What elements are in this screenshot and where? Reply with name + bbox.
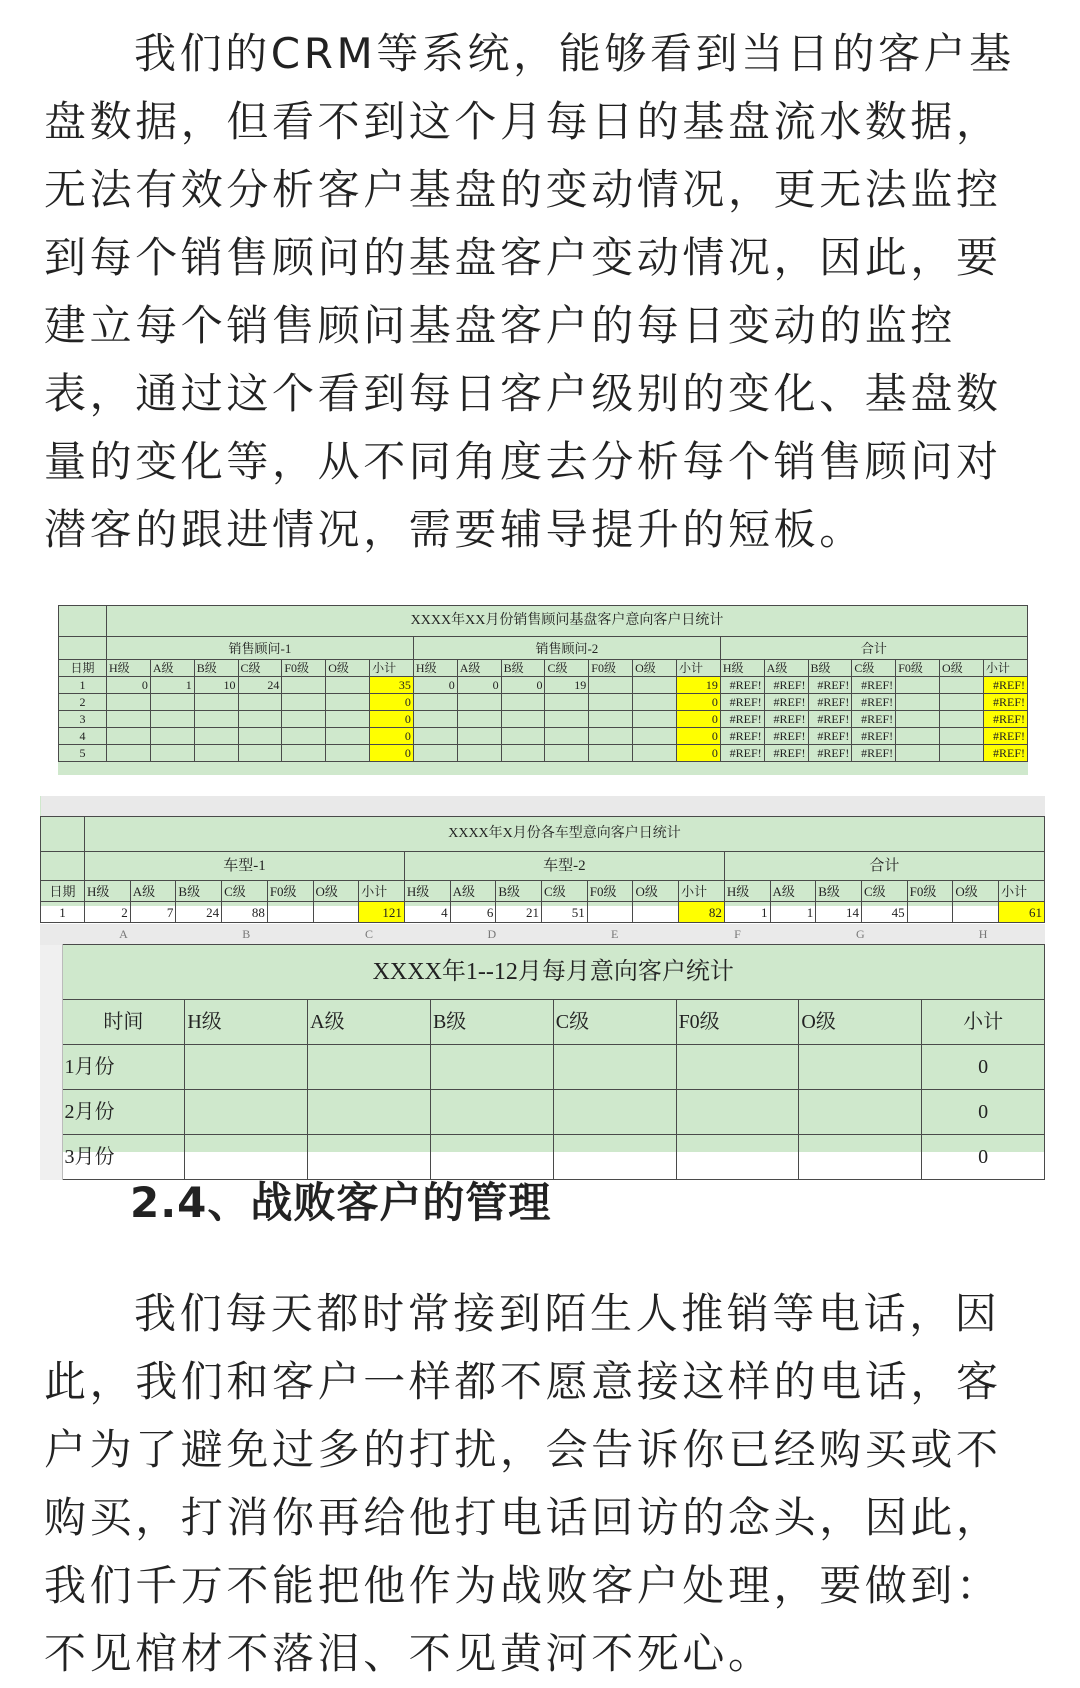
sheet-title: XXXX年1--12月每月意向客户统计 <box>62 945 1045 1000</box>
level-header: F0级 <box>589 660 633 677</box>
row-header <box>40 1000 62 1045</box>
data-cell <box>501 728 545 745</box>
data-cell <box>896 677 940 694</box>
empty-cell <box>308 1045 431 1090</box>
data-cell <box>107 745 151 762</box>
data-cell <box>940 694 984 711</box>
date-cell: 4 <box>59 728 107 745</box>
table-row <box>59 694 1028 711</box>
data-cell <box>457 694 501 711</box>
data-cell <box>907 902 953 923</box>
month-cell: 3月份 <box>62 1135 185 1180</box>
date-cell: 5 <box>59 745 107 762</box>
column-letter: A <box>62 924 185 945</box>
data-cell: 0 <box>676 711 720 728</box>
data-cell: 2 <box>85 902 131 923</box>
data-cell: #REF! <box>983 677 1027 694</box>
data-cell <box>457 745 501 762</box>
data-cell: #REF! <box>852 728 896 745</box>
level-header: H级 <box>724 881 770 902</box>
data-cell: #REF! <box>983 694 1027 711</box>
column-header: C级 <box>553 1000 676 1045</box>
level-header: F0级 <box>907 881 953 902</box>
level-header: A级 <box>130 881 176 902</box>
data-cell <box>150 694 194 711</box>
level-header: H级 <box>404 881 450 902</box>
column-letter: D <box>430 924 553 945</box>
column-header: 小计 <box>922 1000 1045 1045</box>
data-cell <box>501 711 545 728</box>
data-cell: #REF! <box>983 745 1027 762</box>
group-header-model-1: 车型-1 <box>85 852 405 881</box>
data-cell: 0 <box>501 677 545 694</box>
empty-cell <box>799 1045 922 1090</box>
level-header: O级 <box>326 660 370 677</box>
table-row <box>59 745 1028 762</box>
data-cell: 35 <box>370 677 414 694</box>
level-header: H级 <box>107 660 151 677</box>
level-header: O级 <box>633 660 677 677</box>
level-header: C级 <box>222 881 268 902</box>
group-header-consultant-2: 销售顾问-2 <box>413 637 720 660</box>
column-letter: E <box>553 924 676 945</box>
corner-cell <box>41 852 85 881</box>
data-cell <box>413 745 457 762</box>
level-header: 小计 <box>370 660 414 677</box>
column-letter: B <box>185 924 308 945</box>
corner-cell <box>41 817 85 852</box>
data-cell <box>194 711 238 728</box>
data-cell <box>282 745 326 762</box>
data-cell <box>326 677 370 694</box>
data-cell: #REF! <box>983 711 1027 728</box>
empty-cell <box>676 1135 799 1180</box>
column-header: B级 <box>430 1000 553 1045</box>
data-cell <box>896 728 940 745</box>
level-header: B级 <box>808 660 852 677</box>
table-row <box>59 728 1028 745</box>
empty-cell <box>553 1090 676 1135</box>
data-cell <box>282 694 326 711</box>
data-cell: #REF! <box>852 745 896 762</box>
data-cell <box>282 711 326 728</box>
column-letter: H <box>922 924 1045 945</box>
total-cell: 0 <box>922 1135 1045 1180</box>
column-header: O级 <box>799 1000 922 1045</box>
data-cell: #REF! <box>720 711 764 728</box>
level-header: A级 <box>150 660 194 677</box>
data-cell <box>589 711 633 728</box>
empty-cell <box>430 1090 553 1135</box>
data-cell: 6 <box>450 902 496 923</box>
data-cell: #REF! <box>720 694 764 711</box>
level-header: O级 <box>313 881 359 902</box>
level-header: O级 <box>940 660 984 677</box>
data-cell: #REF! <box>808 677 852 694</box>
data-cell <box>589 677 633 694</box>
sheet-title: XXXX年X月份各车型意向客户日统计 <box>85 817 1045 852</box>
level-header: H级 <box>413 660 457 677</box>
level-header: 小计 <box>676 660 720 677</box>
column-letter: F <box>676 924 799 945</box>
level-header: A级 <box>770 881 816 902</box>
data-cell: 51 <box>542 902 588 923</box>
level-header: B级 <box>176 881 222 902</box>
data-cell: 0 <box>676 728 720 745</box>
row-header <box>40 945 62 1000</box>
monthly-stats-table <box>40 924 1045 1180</box>
data-cell <box>940 745 984 762</box>
column-header: F0级 <box>676 1000 799 1045</box>
body-paragraph: 我们每天都时常接到陌生人推销等电话，因此，我们和客户一样都不愿意接这样的电话，客户为了避免过多的打扰，会告诉你已经购买或不购买，打消你再给他打电话回访的念头，因此，我们千万不能把他作为战败客户处理，要做到：不见棺材不落泪、不见黄河不死心。 <box>44 1289 1002 1678</box>
data-cell: #REF! <box>764 728 808 745</box>
month-cell: 1月份 <box>62 1045 185 1090</box>
empty-cell <box>799 1090 922 1135</box>
date-cell: 1 <box>41 902 85 923</box>
data-cell: 24 <box>238 677 282 694</box>
date-header: 日期 <box>41 881 85 902</box>
level-header: O级 <box>953 881 999 902</box>
data-cell <box>633 902 679 923</box>
level-header: C级 <box>852 660 896 677</box>
data-cell: #REF! <box>808 728 852 745</box>
group-header-model-2: 车型-2 <box>404 852 724 881</box>
table-row <box>59 677 1028 694</box>
data-cell: #REF! <box>852 711 896 728</box>
level-header: 小计 <box>999 881 1045 902</box>
data-cell: #REF! <box>764 711 808 728</box>
data-cell <box>545 728 589 745</box>
data-cell: 0 <box>457 677 501 694</box>
data-cell <box>326 711 370 728</box>
level-header: C级 <box>542 881 588 902</box>
data-cell <box>589 745 633 762</box>
data-cell <box>940 711 984 728</box>
level-header: H级 <box>720 660 764 677</box>
level-header: 小计 <box>983 660 1027 677</box>
data-cell <box>501 694 545 711</box>
row-header <box>40 1045 62 1090</box>
data-cell <box>545 711 589 728</box>
empty-cell <box>799 1135 922 1180</box>
data-cell: #REF! <box>764 677 808 694</box>
empty-cell <box>676 1090 799 1135</box>
data-cell: 19 <box>676 677 720 694</box>
data-cell <box>501 745 545 762</box>
level-header: F0级 <box>587 881 633 902</box>
data-cell <box>587 902 633 923</box>
data-cell <box>150 711 194 728</box>
corner-cell <box>40 924 62 945</box>
data-cell <box>238 711 282 728</box>
data-cell <box>107 694 151 711</box>
empty-cell <box>553 1045 676 1090</box>
level-header: C级 <box>861 881 907 902</box>
corner-cell <box>59 637 107 660</box>
consultant-stats-table <box>58 605 1028 762</box>
data-cell: 0 <box>370 745 414 762</box>
daily-consultant-stats-sheet <box>58 605 1028 775</box>
level-header: B级 <box>194 660 238 677</box>
data-cell: 88 <box>222 902 268 923</box>
total-cell: 0 <box>922 1045 1045 1090</box>
data-cell <box>107 711 151 728</box>
data-cell <box>194 694 238 711</box>
month-cell: 2月份 <box>62 1090 185 1135</box>
data-cell <box>589 694 633 711</box>
data-cell: 7 <box>130 902 176 923</box>
total-cell: 0 <box>922 1090 1045 1135</box>
data-cell: 21 <box>496 902 542 923</box>
group-header-total: 合计 <box>724 852 1044 881</box>
data-cell: 0 <box>370 728 414 745</box>
date-cell: 1 <box>59 677 107 694</box>
column-letter: C <box>308 924 431 945</box>
date-cell: 2 <box>59 694 107 711</box>
monthly-stats-sheet <box>40 924 1045 1168</box>
data-cell <box>150 728 194 745</box>
level-header: H级 <box>85 881 131 902</box>
level-header: A级 <box>450 881 496 902</box>
data-cell: 0 <box>413 677 457 694</box>
data-cell: 0 <box>107 677 151 694</box>
table-row <box>40 1045 1045 1090</box>
level-header: 小计 <box>359 881 405 902</box>
data-cell <box>326 745 370 762</box>
level-header: B级 <box>501 660 545 677</box>
data-cell: #REF! <box>852 677 896 694</box>
column-header: 时间 <box>62 1000 185 1045</box>
data-cell <box>545 694 589 711</box>
column-header: H级 <box>185 1000 308 1045</box>
data-cell: #REF! <box>720 728 764 745</box>
level-header: F0级 <box>282 660 326 677</box>
data-cell <box>633 677 677 694</box>
empty-cell <box>185 1045 308 1090</box>
empty-cell <box>676 1045 799 1090</box>
data-cell: 121 <box>359 902 405 923</box>
data-cell <box>413 694 457 711</box>
data-cell: #REF! <box>983 728 1027 745</box>
data-cell <box>238 694 282 711</box>
date-cell: 3 <box>59 711 107 728</box>
data-cell <box>194 745 238 762</box>
data-cell <box>545 745 589 762</box>
level-header: C级 <box>238 660 282 677</box>
level-header: B级 <box>496 881 542 902</box>
data-cell: 0 <box>370 711 414 728</box>
data-cell <box>953 902 999 923</box>
level-header: B级 <box>816 881 862 902</box>
data-cell: #REF! <box>720 677 764 694</box>
data-cell: 45 <box>861 902 907 923</box>
data-cell <box>238 728 282 745</box>
data-cell: #REF! <box>808 745 852 762</box>
table-row <box>59 711 1028 728</box>
data-cell: 19 <box>545 677 589 694</box>
data-cell <box>457 711 501 728</box>
data-cell <box>194 728 238 745</box>
table-row <box>40 1090 1045 1135</box>
data-cell: 0 <box>676 745 720 762</box>
section-heading: 2.4、战败客户的管理 <box>130 1178 552 1227</box>
level-header: O级 <box>633 881 679 902</box>
data-cell <box>896 711 940 728</box>
data-cell: 14 <box>816 902 862 923</box>
data-cell: 0 <box>676 694 720 711</box>
data-cell: #REF! <box>852 694 896 711</box>
level-header: F0级 <box>896 660 940 677</box>
data-cell <box>313 902 359 923</box>
data-cell <box>267 902 313 923</box>
data-cell: 10 <box>194 677 238 694</box>
empty-cell <box>553 1135 676 1180</box>
data-cell <box>896 694 940 711</box>
data-cell <box>150 745 194 762</box>
level-header: C级 <box>545 660 589 677</box>
data-cell: #REF! <box>808 711 852 728</box>
data-cell <box>940 728 984 745</box>
data-cell: #REF! <box>764 694 808 711</box>
level-header: 小计 <box>679 881 725 902</box>
corner-cell <box>59 606 107 637</box>
data-cell <box>107 728 151 745</box>
empty-cell <box>185 1090 308 1135</box>
group-header-total: 合计 <box>720 637 1027 660</box>
empty-cell <box>430 1045 553 1090</box>
row-header <box>40 1090 62 1135</box>
column-letter-strip <box>41 796 1045 817</box>
data-cell <box>238 745 282 762</box>
data-cell: #REF! <box>720 745 764 762</box>
data-cell <box>633 728 677 745</box>
data-cell: #REF! <box>764 745 808 762</box>
empty-cell <box>308 1090 431 1135</box>
group-header-consultant-1: 销售顾问-1 <box>107 637 414 660</box>
sheet-title: XXXX年XX月份销售顾问基盘客户意向客户日统计 <box>107 606 1028 637</box>
data-cell: 1 <box>150 677 194 694</box>
level-header: F0级 <box>267 881 313 902</box>
data-cell <box>633 711 677 728</box>
level-header: A级 <box>764 660 808 677</box>
data-cell: #REF! <box>808 694 852 711</box>
data-cell: 82 <box>679 902 725 923</box>
data-cell <box>282 677 326 694</box>
data-cell <box>413 711 457 728</box>
date-header: 日期 <box>59 660 107 677</box>
data-cell: 61 <box>999 902 1045 923</box>
daily-model-stats-sheet <box>40 796 1045 920</box>
data-cell <box>633 694 677 711</box>
row-header <box>40 1135 62 1180</box>
data-cell <box>326 694 370 711</box>
column-letter: G <box>799 924 922 945</box>
intro-paragraph: 我们的CRM等系统，能够看到当日的客户基盘数据，但看不到这个月每日的基盘流水数据，无法有效分析客户基盘的变动情况，更无法监控到每个销售顾问的基盘客户变动情况，因此，要建立每个销售顾问基盘客户的每日变动的监控表，通过这个看到每日客户级别的变化、基盘数量的变化等，从不同角度去分析每个销售顾问对潜客的跟进情况，需要辅导提升的短板。 <box>44 29 1015 554</box>
data-cell: 24 <box>176 902 222 923</box>
data-cell <box>940 677 984 694</box>
data-cell: 4 <box>404 902 450 923</box>
data-cell <box>896 745 940 762</box>
data-cell <box>413 728 457 745</box>
data-cell <box>633 745 677 762</box>
level-header: A级 <box>457 660 501 677</box>
model-stats-table <box>40 796 1045 923</box>
data-cell <box>457 728 501 745</box>
data-cell: 1 <box>724 902 770 923</box>
data-cell: 1 <box>770 902 816 923</box>
data-cell <box>589 728 633 745</box>
data-cell <box>282 728 326 745</box>
data-cell: 0 <box>370 694 414 711</box>
data-cell <box>326 728 370 745</box>
column-header: A级 <box>308 1000 431 1045</box>
